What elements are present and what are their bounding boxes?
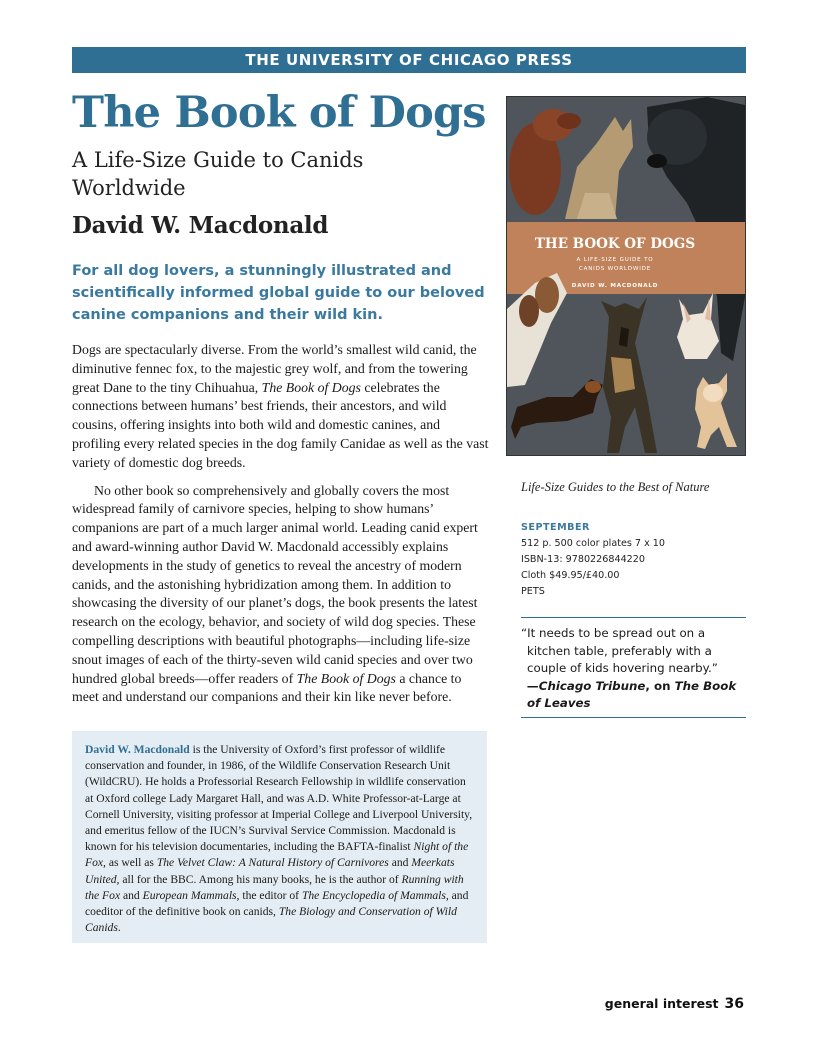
publisher-banner: THE UNIVERSITY OF CHICAGO PRESS xyxy=(72,47,746,73)
review-quote xyxy=(521,617,746,718)
book-subtitle: A Life-Size Guide to Canids Worldwide xyxy=(72,148,364,200)
page-footer xyxy=(605,996,744,1012)
publication-info xyxy=(521,520,665,600)
book-cover-image xyxy=(506,96,746,456)
quote-text: “It needs to be spread out on a kitchen table, preferably with a couple of kids hovering nearby.” xyxy=(521,626,718,675)
cover-subtitle-1: A LIFE-SIZE GUIDE TO xyxy=(576,257,654,263)
description-paragraph-1: Dogs are spectacularly diverse. From the world’s smallest wild canid, the diminutive fennec fox, to the majestic grey wolf, and from the towering great Dane to the tiny Chihuahua, The Book of Dogs celebrates the connections between humans’ best friends, their ancestors, and wild cousins, offering insights into both wild and domestic canines, and profiling every related species in the dog family Canidae as well as the vast variety of domestic dog breeds. xyxy=(72,342,489,470)
page-number: 36 xyxy=(724,996,744,1012)
cover-subtitle-2: CANIDS WORLDWIDE xyxy=(578,266,652,272)
pub-category: PETS xyxy=(521,586,545,597)
book-title: The Book of Dogs xyxy=(72,88,486,138)
series-name: Life-Size Guides to the Best of Nature xyxy=(521,480,710,494)
footer-section: general interest xyxy=(604,996,719,1011)
cover-title: THE BOOK OF DOGS xyxy=(534,236,696,252)
author-bio: David W. Macdonald is the University of Oxford’s first professor of wildlife conservation and founder, in 1986, of the Wildlife Conservation Research Unit (WildCRU). He holds a Professorial Research Fellowship in wildlife conservation at Oxford college Lady Margaret Hall, and was A.D. White Professor-at-Large at Cornell University, visiting professor at Imperial College and Liverpool University, and emeritus fellow of the IUCN’s Survival Service Commission. Macdonald is known for his television documentaries, including the BAFTA-finalist Night of the Fox, as well as The Velvet Claw: A Natural History of Carnivores and Meerkats United, all for the BBC. Among his many books, he is the author of Running with the Fox and European Mammals, the editor of The Encyclopedia of Mammals, and coeditor of the definitive book on canids, The Biology and Conservation of Wild Canids. xyxy=(72,731,487,943)
quote-source: —Chicago Tribune, on The Book of Leaves xyxy=(527,678,737,710)
cover-illustration xyxy=(507,97,745,455)
book-tagline: For all dog lovers, a stunningly illustrated and scientifically informed global guide to our beloved canine companions and their wild kin. xyxy=(72,263,485,323)
pub-format: 512 p. 500 color plates 7 x 10 xyxy=(521,538,666,549)
book-author: David W. Macdonald xyxy=(72,212,329,239)
book-title-ref: The Book of Dogs xyxy=(261,379,361,395)
pub-price: Cloth $49.95/£40.00 xyxy=(521,570,620,581)
pub-month: SEPTEMBER xyxy=(521,522,590,533)
description-paragraph-2: No other book so comprehensively and globally covers the most widespread family of carnivore species, helping to show humans’ companions are part of a much larger animal world. Leading canid expert and award-winning author David W. Macdonald accessibly explains developments in the study of genetics to reveal the ancestry of modern canids, and the astonishing hybridization among them. In addition to showcasing the diversity of our planet’s dogs, the book presents the latest research on the ecology, behavior, and society of wild dog species. These compelling descriptions with beautiful photographs—including life-size snout images of each of the thirty-seven wild canid species and over two hundred global breeds—offer readers of The Book of Dogs a chance to meet and understand our companions and their kin like never before. xyxy=(72,482,478,705)
book-description xyxy=(72,341,490,716)
book-title-ref: The Book of Dogs xyxy=(296,670,396,686)
cover-author: DAVID W. MACDONALD xyxy=(571,283,659,289)
bio-author-name: David W. Macdonald xyxy=(85,743,190,756)
pub-isbn: ISBN-13: 9780226844220 xyxy=(521,554,645,565)
